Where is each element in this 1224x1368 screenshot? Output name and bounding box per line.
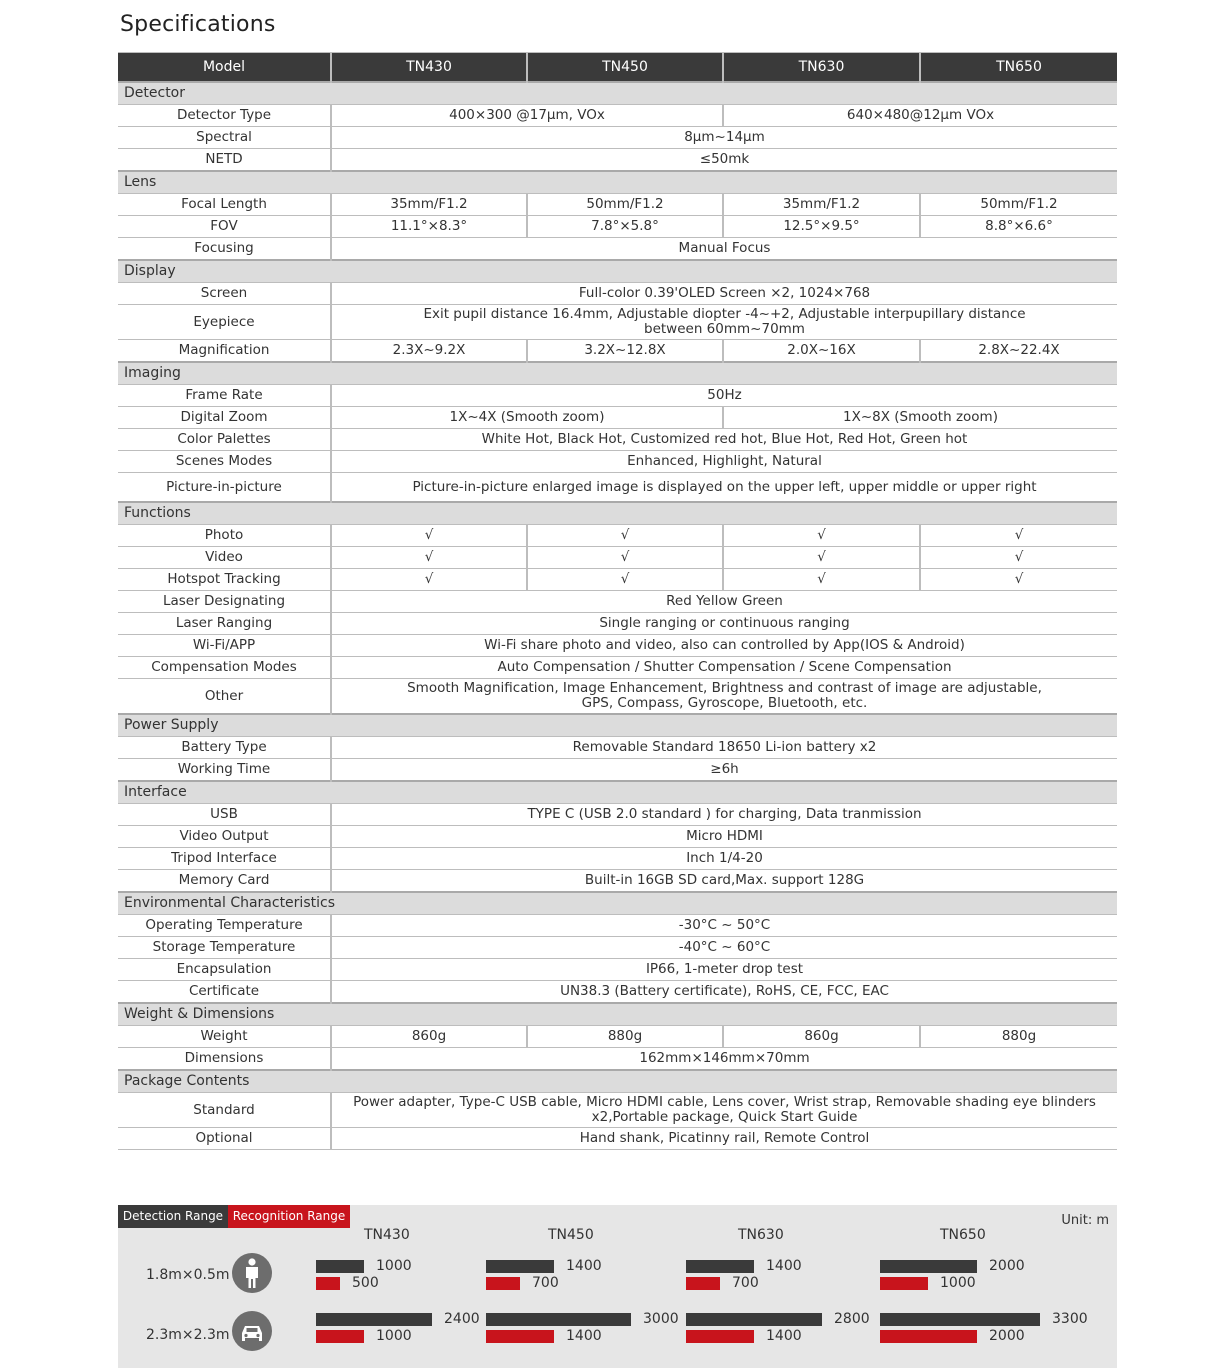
check-icon: √ — [527, 547, 723, 569]
detection-bar — [316, 1313, 432, 1326]
table-row — [118, 385, 1117, 407]
table-row — [118, 473, 1117, 503]
section-row — [118, 781, 1117, 804]
table-row — [118, 1048, 1117, 1071]
recognition-value: 1400 — [566, 1328, 602, 1344]
table-row — [118, 870, 1117, 893]
row-label: Focal Length — [118, 194, 331, 216]
table-row — [118, 737, 1117, 759]
table-row — [118, 451, 1117, 473]
section-display: Display — [118, 260, 1117, 283]
row-value: ≤50mk — [331, 149, 1117, 172]
detection-value: 3000 — [643, 1311, 679, 1327]
table-row — [118, 759, 1117, 782]
header-tn630: TN630 — [723, 53, 920, 83]
row-label: Other — [118, 679, 331, 715]
table-row — [118, 915, 1117, 937]
detection-bar — [686, 1313, 822, 1326]
table-row — [118, 407, 1117, 429]
row-label: Battery Type — [118, 737, 331, 759]
section-functions: Functions — [118, 502, 1117, 525]
row-label: Standard — [118, 1093, 331, 1128]
spec-table — [118, 52, 1117, 1150]
row-label: Focusing — [118, 238, 331, 261]
row-label: Video — [118, 547, 331, 569]
row-value: White Hot, Black Hot, Customized red hot, Blue Hot, Red Hot, Green hot — [331, 429, 1117, 451]
row-value: 35mm/F1.2 — [723, 194, 920, 216]
table-row — [118, 657, 1117, 679]
recognition-bar — [316, 1330, 364, 1343]
row-label: Compensation Modes — [118, 657, 331, 679]
recognition-range-tab: Recognition Range — [228, 1205, 350, 1228]
section-row — [118, 892, 1117, 915]
detection-value: 2800 — [834, 1311, 870, 1327]
row-value: Picture-in-picture enlarged image is displayed on the upper left, upper middle or upper right — [331, 473, 1117, 503]
row-label: Laser Designating — [118, 591, 331, 613]
row-value: 860g — [331, 1026, 527, 1048]
recognition-value: 2000 — [989, 1328, 1025, 1344]
table-row — [118, 679, 1117, 715]
row-label: Picture-in-picture — [118, 473, 331, 503]
row-label: Frame Rate — [118, 385, 331, 407]
range-model-tn450: TN450 — [548, 1227, 594, 1243]
human-target-label: 1.8m×0.5m — [146, 1267, 230, 1283]
row-label: Dimensions — [118, 1048, 331, 1071]
row-value-line: x2,Portable package, Quick Start Guide — [591, 1109, 858, 1125]
row-value: 2.0X~16X — [723, 340, 920, 363]
section-row — [118, 714, 1117, 737]
recognition-bar — [486, 1330, 554, 1343]
detection-value: 2000 — [989, 1258, 1025, 1274]
check-icon: √ — [920, 547, 1117, 569]
detection-range-tab: Detection Range — [118, 1205, 228, 1228]
row-value: 11.1°×8.3° — [331, 216, 527, 238]
row-label: Certificate — [118, 981, 331, 1004]
page-title: Specifications — [120, 12, 276, 37]
table-row — [118, 429, 1117, 451]
table-row — [118, 804, 1117, 826]
row-value: TYPE C (USB 2.0 standard ) for charging, Data tranmission — [331, 804, 1117, 826]
row-value: Removable Standard 18650 Li-ion battery x2 — [331, 737, 1117, 759]
section-row — [118, 1070, 1117, 1093]
row-value-line: Power adapter, Type-C USB cable, Micro HDMI cable, Lens cover, Wrist strap, Removable shading eye blinders — [353, 1094, 1096, 1110]
row-value — [331, 305, 1117, 340]
row-value: IP66, 1-meter drop test — [331, 959, 1117, 981]
section-package: Package Contents — [118, 1070, 1117, 1093]
row-value: -30°C ~ 50°C — [331, 915, 1117, 937]
table-row — [118, 1026, 1117, 1048]
table-row — [118, 591, 1117, 613]
header-tn430: TN430 — [331, 53, 527, 83]
check-icon: √ — [331, 525, 527, 547]
table-row — [118, 525, 1117, 547]
table-row — [118, 194, 1117, 216]
table-row — [118, 569, 1117, 591]
row-value — [331, 679, 1117, 715]
recognition-bar — [486, 1277, 520, 1290]
header-tn450: TN450 — [527, 53, 723, 83]
row-value: 8μm~14μm — [331, 127, 1117, 149]
row-label: Storage Temperature — [118, 937, 331, 959]
row-value: 162mm×146mm×70mm — [331, 1048, 1117, 1071]
row-value — [331, 1093, 1117, 1128]
check-icon: √ — [527, 569, 723, 591]
row-label: FOV — [118, 216, 331, 238]
row-value: Inch 1/4-20 — [331, 848, 1117, 870]
table-row — [118, 105, 1117, 127]
section-row — [118, 171, 1117, 194]
range-model-tn650: TN650 — [940, 1227, 986, 1243]
row-label: Magnification — [118, 340, 331, 363]
unit-label: Unit: m — [1061, 1213, 1109, 1228]
check-icon: √ — [331, 569, 527, 591]
row-value-line: Exit pupil distance 16.4mm, Adjustable diopter -4~+2, Adjustable interpupillary distance — [423, 306, 1026, 322]
row-value: 880g — [920, 1026, 1117, 1048]
detection-bar — [486, 1313, 631, 1326]
header-model: Model — [118, 53, 331, 83]
detection-value: 1400 — [766, 1258, 802, 1274]
table-row — [118, 127, 1117, 149]
person-icon — [232, 1253, 272, 1293]
table-row — [118, 149, 1117, 172]
recognition-value: 1000 — [940, 1275, 976, 1291]
section-imaging: Imaging — [118, 362, 1117, 385]
check-icon: √ — [331, 547, 527, 569]
recognition-bar — [686, 1277, 720, 1290]
row-value: 1X~8X (Smooth zoom) — [723, 407, 1117, 429]
range-model-tn430: TN430 — [364, 1227, 410, 1243]
row-label: Operating Temperature — [118, 915, 331, 937]
row-value: Enhanced, Highlight, Natural — [331, 451, 1117, 473]
row-label: Memory Card — [118, 870, 331, 893]
row-value: 8.8°×6.6° — [920, 216, 1117, 238]
table-row — [118, 959, 1117, 981]
vehicle-target-label: 2.3m×2.3m — [146, 1327, 230, 1343]
row-label: Eyepiece — [118, 305, 331, 340]
row-label: Scenes Modes — [118, 451, 331, 473]
recognition-value: 700 — [732, 1275, 759, 1291]
row-label: Digital Zoom — [118, 407, 331, 429]
row-value-line: GPS, Compass, Gyroscope, Bluetooth, etc. — [581, 695, 868, 711]
detection-value: 1400 — [566, 1258, 602, 1274]
section-row — [118, 1003, 1117, 1026]
table-row — [118, 1128, 1117, 1150]
row-value: Hand shank, Picatinny rail, Remote Control — [331, 1128, 1117, 1150]
table-row — [118, 937, 1117, 959]
row-value: 860g — [723, 1026, 920, 1048]
row-value: 12.5°×9.5° — [723, 216, 920, 238]
row-label: Color Palettes — [118, 429, 331, 451]
recognition-bar — [316, 1277, 340, 1290]
row-label: Wi-Fi/APP — [118, 635, 331, 657]
detection-bar — [486, 1260, 554, 1273]
check-icon: √ — [920, 569, 1117, 591]
range-chart — [118, 1205, 1117, 1368]
table-row — [118, 635, 1117, 657]
table-row — [118, 238, 1117, 261]
table-row — [118, 305, 1117, 340]
check-icon: √ — [723, 547, 920, 569]
range-model-tn630: TN630 — [738, 1227, 784, 1243]
row-label: Screen — [118, 283, 331, 305]
section-row — [118, 502, 1117, 525]
row-value: ≥6h — [331, 759, 1117, 782]
row-label: Weight — [118, 1026, 331, 1048]
table-row — [118, 340, 1117, 363]
row-value: Wi-Fi share photo and video, also can controlled by App(IOS & Android) — [331, 635, 1117, 657]
row-value: Auto Compensation / Shutter Compensation / Scene Compensation — [331, 657, 1117, 679]
row-label: Photo — [118, 525, 331, 547]
check-icon: √ — [723, 569, 920, 591]
section-row — [118, 362, 1117, 385]
check-icon: √ — [527, 525, 723, 547]
row-label: Tripod Interface — [118, 848, 331, 870]
table-row — [118, 216, 1117, 238]
row-value: 50mm/F1.2 — [920, 194, 1117, 216]
row-value: UN38.3 (Battery certificate), RoHS, CE, FCC, EAC — [331, 981, 1117, 1004]
detection-value: 1000 — [376, 1258, 412, 1274]
header-row — [118, 53, 1117, 83]
recognition-value: 1400 — [766, 1328, 802, 1344]
section-weight: Weight & Dimensions — [118, 1003, 1117, 1026]
row-value: 3.2X~12.8X — [527, 340, 723, 363]
row-value: 7.8°×5.8° — [527, 216, 723, 238]
table-row — [118, 1093, 1117, 1128]
table-row — [118, 981, 1117, 1004]
section-environment: Environmental Characteristics — [118, 892, 1117, 915]
row-label: Optional — [118, 1128, 331, 1150]
row-label: NETD — [118, 149, 331, 172]
row-label: Spectral — [118, 127, 331, 149]
row-label: Hotspot Tracking — [118, 569, 331, 591]
row-value: Single ranging or continuous ranging — [331, 613, 1117, 635]
row-value: 35mm/F1.2 — [331, 194, 527, 216]
row-value: -40°C ~ 60°C — [331, 937, 1117, 959]
check-icon: √ — [920, 525, 1117, 547]
row-value: Full-color 0.39'OLED Screen ×2, 1024×768 — [331, 283, 1117, 305]
detection-bar — [686, 1260, 754, 1273]
table-row — [118, 547, 1117, 569]
row-value: Micro HDMI — [331, 826, 1117, 848]
section-lens: Lens — [118, 171, 1117, 194]
car-icon — [232, 1311, 272, 1351]
recognition-bar — [880, 1330, 977, 1343]
check-icon: √ — [723, 525, 920, 547]
recognition-value: 1000 — [376, 1328, 412, 1344]
row-label: Laser Ranging — [118, 613, 331, 635]
row-value: 640×480@12μm VOx — [723, 105, 1117, 127]
section-detector: Detector — [118, 82, 1117, 105]
section-row — [118, 260, 1117, 283]
table-row — [118, 613, 1117, 635]
row-value: 2.8X~22.4X — [920, 340, 1117, 363]
row-value: 50mm/F1.2 — [527, 194, 723, 216]
recognition-bar — [880, 1277, 928, 1290]
header-tn650: TN650 — [920, 53, 1117, 83]
row-value: 2.3X~9.2X — [331, 340, 527, 363]
row-label: Video Output — [118, 826, 331, 848]
table-row — [118, 283, 1117, 305]
row-value: 1X~4X (Smooth zoom) — [331, 407, 723, 429]
row-value: Red Yellow Green — [331, 591, 1117, 613]
recognition-bar — [686, 1330, 754, 1343]
detection-value: 2400 — [444, 1311, 480, 1327]
row-label: Detector Type — [118, 105, 331, 127]
detection-bar — [880, 1313, 1040, 1326]
detection-bar — [880, 1260, 977, 1273]
row-value-line: Smooth Magnification, Image Enhancement, Brightness and contrast of image are adjustable, — [407, 680, 1042, 696]
row-value: Built-in 16GB SD card,Max. support 128G — [331, 870, 1117, 893]
row-value: 50Hz — [331, 385, 1117, 407]
row-label: USB — [118, 804, 331, 826]
detection-value: 3300 — [1052, 1311, 1088, 1327]
row-value: 880g — [527, 1026, 723, 1048]
row-label: Working Time — [118, 759, 331, 782]
row-value: 400×300 @17μm, VOx — [331, 105, 723, 127]
row-value-line: between 60mm~70mm — [644, 321, 805, 337]
section-row — [118, 82, 1117, 105]
recognition-value: 500 — [352, 1275, 379, 1291]
row-label: Encapsulation — [118, 959, 331, 981]
detection-bar — [316, 1260, 364, 1273]
section-power: Power Supply — [118, 714, 1117, 737]
table-row — [118, 826, 1117, 848]
recognition-value: 700 — [532, 1275, 559, 1291]
table-row — [118, 848, 1117, 870]
section-interface: Interface — [118, 781, 1117, 804]
row-value: Manual Focus — [331, 238, 1117, 261]
